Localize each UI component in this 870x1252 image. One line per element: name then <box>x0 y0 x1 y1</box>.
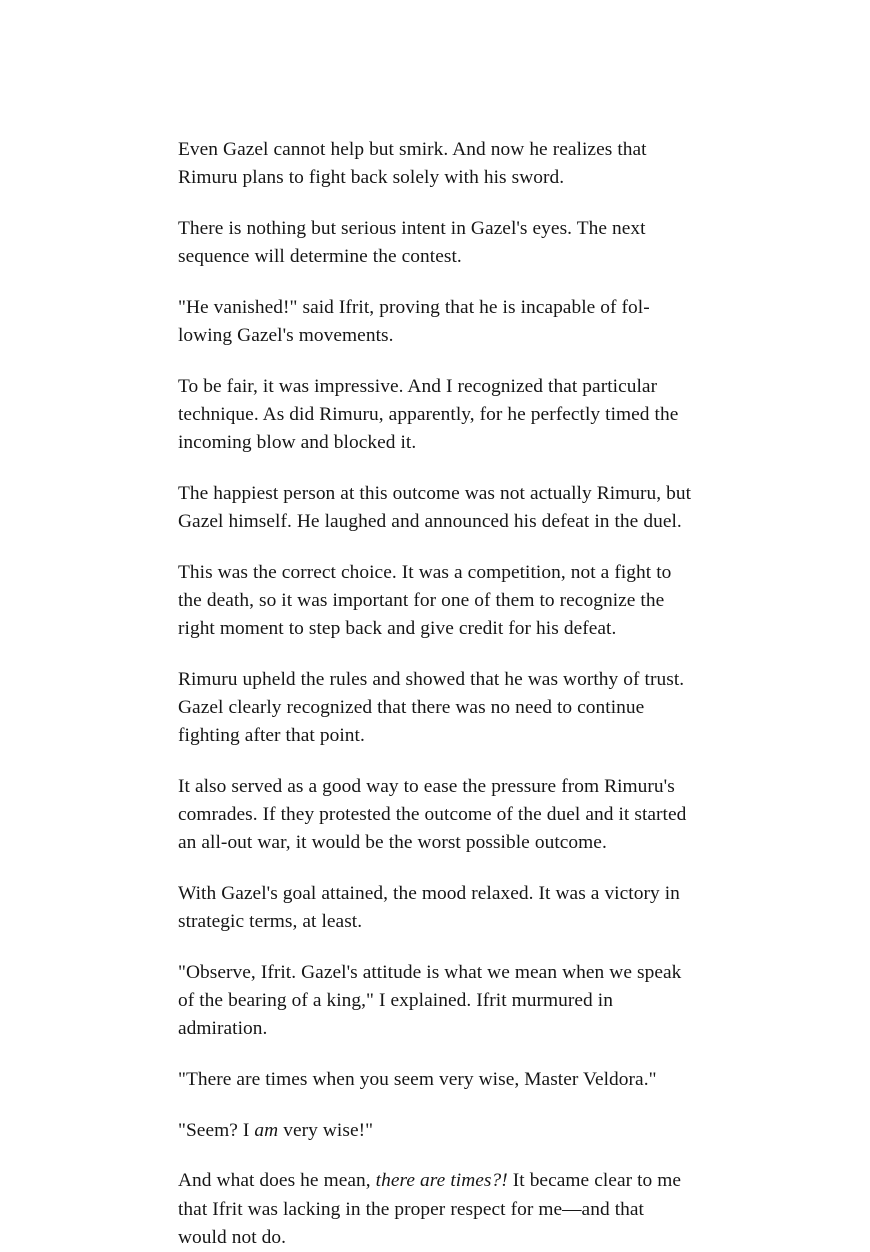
body-text-column <box>178 136 694 1252</box>
paragraph: "Seem? I am very wise!" <box>178 1119 374 1141</box>
paragraph: "There are times when you seem very wise, Master Veldora." <box>178 1069 657 1091</box>
paragraph: Even Gazel cannot help but smirk. And now he realizes that Rimuru plans to fight back solely with his sword. <box>178 139 647 189</box>
paragraph: There is nothing but serious intent in Gazel's eyes. The next sequence will determine the contest. <box>178 217 646 268</box>
paragraph: With Gazel's goal attained, the mood relaxed. It was a victory in strategic terms, at least. <box>178 883 680 933</box>
paragraph: And what does he mean, there are times?! It became clear to me that Ifrit was lacking in the proper respect for me—and that would not do. <box>178 1170 682 1248</box>
paragraph: This was the correct choice. It was a competition, not a fight to the death, so it was important for one of them to recognize the right moment to step back and give credit for his defeat. <box>178 561 672 640</box>
paragraph: To be fair, it was impressive. And I recognized that particular technique. As did Rimuru, apparently, for he perfectly timed the incoming blow and blocked it. <box>178 375 679 454</box>
paragraph: It also served as a good way to ease the pressure from Rimuru's comrades. If they protested the outcome of the duel and it started an all-out war, it would be the worst possible outcome. <box>178 775 687 854</box>
paragraph: The happiest person at this outcome was not actually Rimuru, but Gazel himself. He laughed and announced his defeat in the duel. <box>178 482 692 533</box>
paragraph: "He vanished!" said Ifrit, proving that he is incapable of fol-lowing Gazel's movements. <box>178 296 650 347</box>
paragraph: "Observe, Ifrit. Gazel's attitude is what we mean when we speak of the bearing of a king," I explained. Ifrit murmured in admiration. <box>178 961 682 1040</box>
paragraph: Rimuru upheld the rules and showed that he was worthy of trust. Gazel clearly recognized that there was no need to continue fighting after that point. <box>178 668 685 747</box>
